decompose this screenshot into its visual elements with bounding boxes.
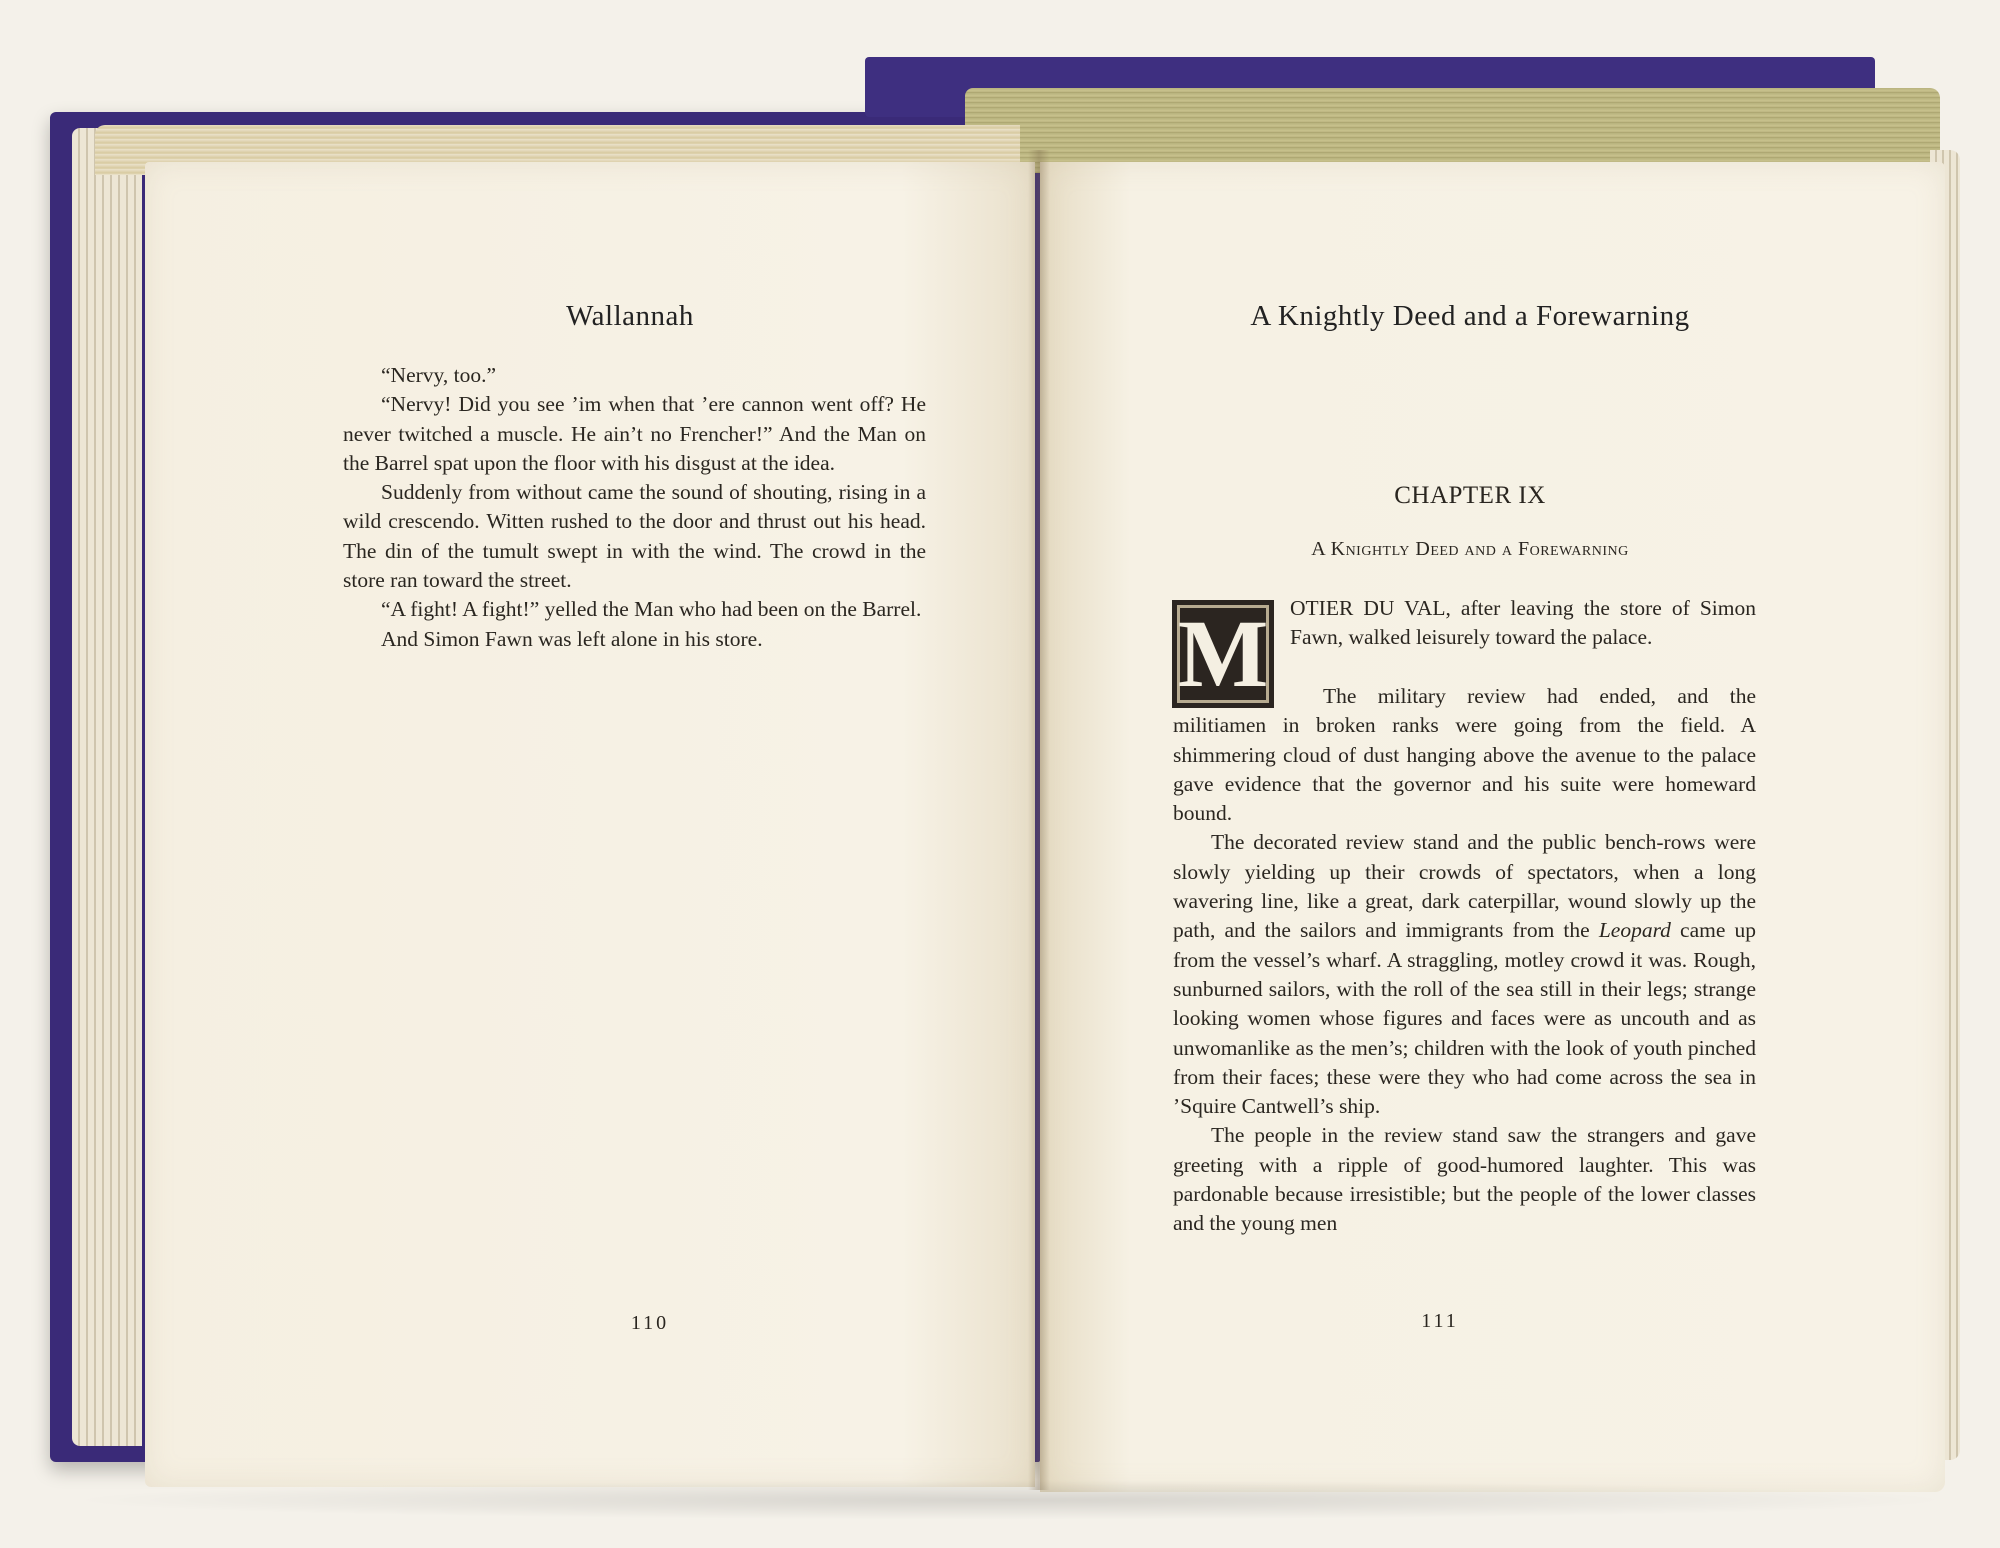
- drop-cap-letter: M: [1177, 600, 1269, 707]
- book-shadow: [60, 1480, 1960, 1520]
- gilt-page-edges-top: [965, 88, 1940, 173]
- paragraph: Suddenly from without came the sound of shouting, rising in a wild crescendo. Witten rushed to the door and thrust out his head. The din of the tumult swept in with the wind. The crowd in the store ran toward the street.: [343, 480, 926, 593]
- opening-paragraph: [1290, 594, 1756, 653]
- running-head-right: A Knightly Deed and a Forewarning: [1250, 300, 1690, 332]
- paragraph: “Nervy, too.”: [381, 363, 497, 387]
- left-page-text: [343, 361, 926, 654]
- paragraph: [1173, 828, 1756, 1121]
- paragraph: “A fight! A fight!” yelled the Man who had been on the Barrel.: [381, 597, 922, 622]
- paragraph-text: The decorated review stand and the public bench-rows were slowly yielding up their crowds of spectators, when a long wavering line, like a great, dark caterpillar, wound slowly up the path, and the sailors and immigrants from the: [1173, 830, 1756, 943]
- paragraph: The people in the review stand saw the strangers and gave greeting with a ripple of good-humored laughter. This was pardonable because irresistible; but the people of the lower classes and the young men: [1173, 1123, 1756, 1236]
- ship-name: Leopard: [1598, 918, 1671, 943]
- chapter-subtitle: A Knightly Deed and a Forewarning: [1311, 538, 1629, 560]
- page-number-right: 111: [1421, 1310, 1459, 1332]
- running-head-left: Wallannah: [566, 300, 694, 332]
- page-edges-left: [72, 128, 142, 1446]
- book-gutter: [1028, 150, 1050, 1490]
- paragraph-text: came up from the vessel’s wharf. A straggling, motley crowd it was. Rough, sunburned sailors, with the roll of the sea still in their legs; strange looking women whose figures and faces were as uncouth and as unwomanlike as the men’s; children with the look of youth pinched from their faces; these were they who had come across the sea in ’Squire Cantwell’s ship.: [1173, 918, 1757, 1119]
- paragraph: And Simon Fawn was left alone in his store.: [381, 626, 763, 651]
- paragraph: The military review had ended, and the militiamen in broken ranks were going from the field. A shimmering cloud of dust hanging above the avenue to the palace gave evidence that the governor and his suite were homeward bound.: [1173, 684, 1756, 826]
- paragraph: OTIER DU VAL, after leaving the store of Simon Fawn, walked leisurely toward the palace.: [1290, 596, 1756, 650]
- chapter-title: CHAPTER IX: [1394, 482, 1546, 509]
- paragraph: “Nervy! Did you see ’im when that ’ere cannon went off? He never twitched a muscle. He ain’t no Frencher!” And the Man on the Barrel spat upon the floor with his disgust at the idea.: [343, 392, 926, 475]
- page-number-left: 110: [630, 1312, 670, 1334]
- right-page-text: [1173, 682, 1756, 1239]
